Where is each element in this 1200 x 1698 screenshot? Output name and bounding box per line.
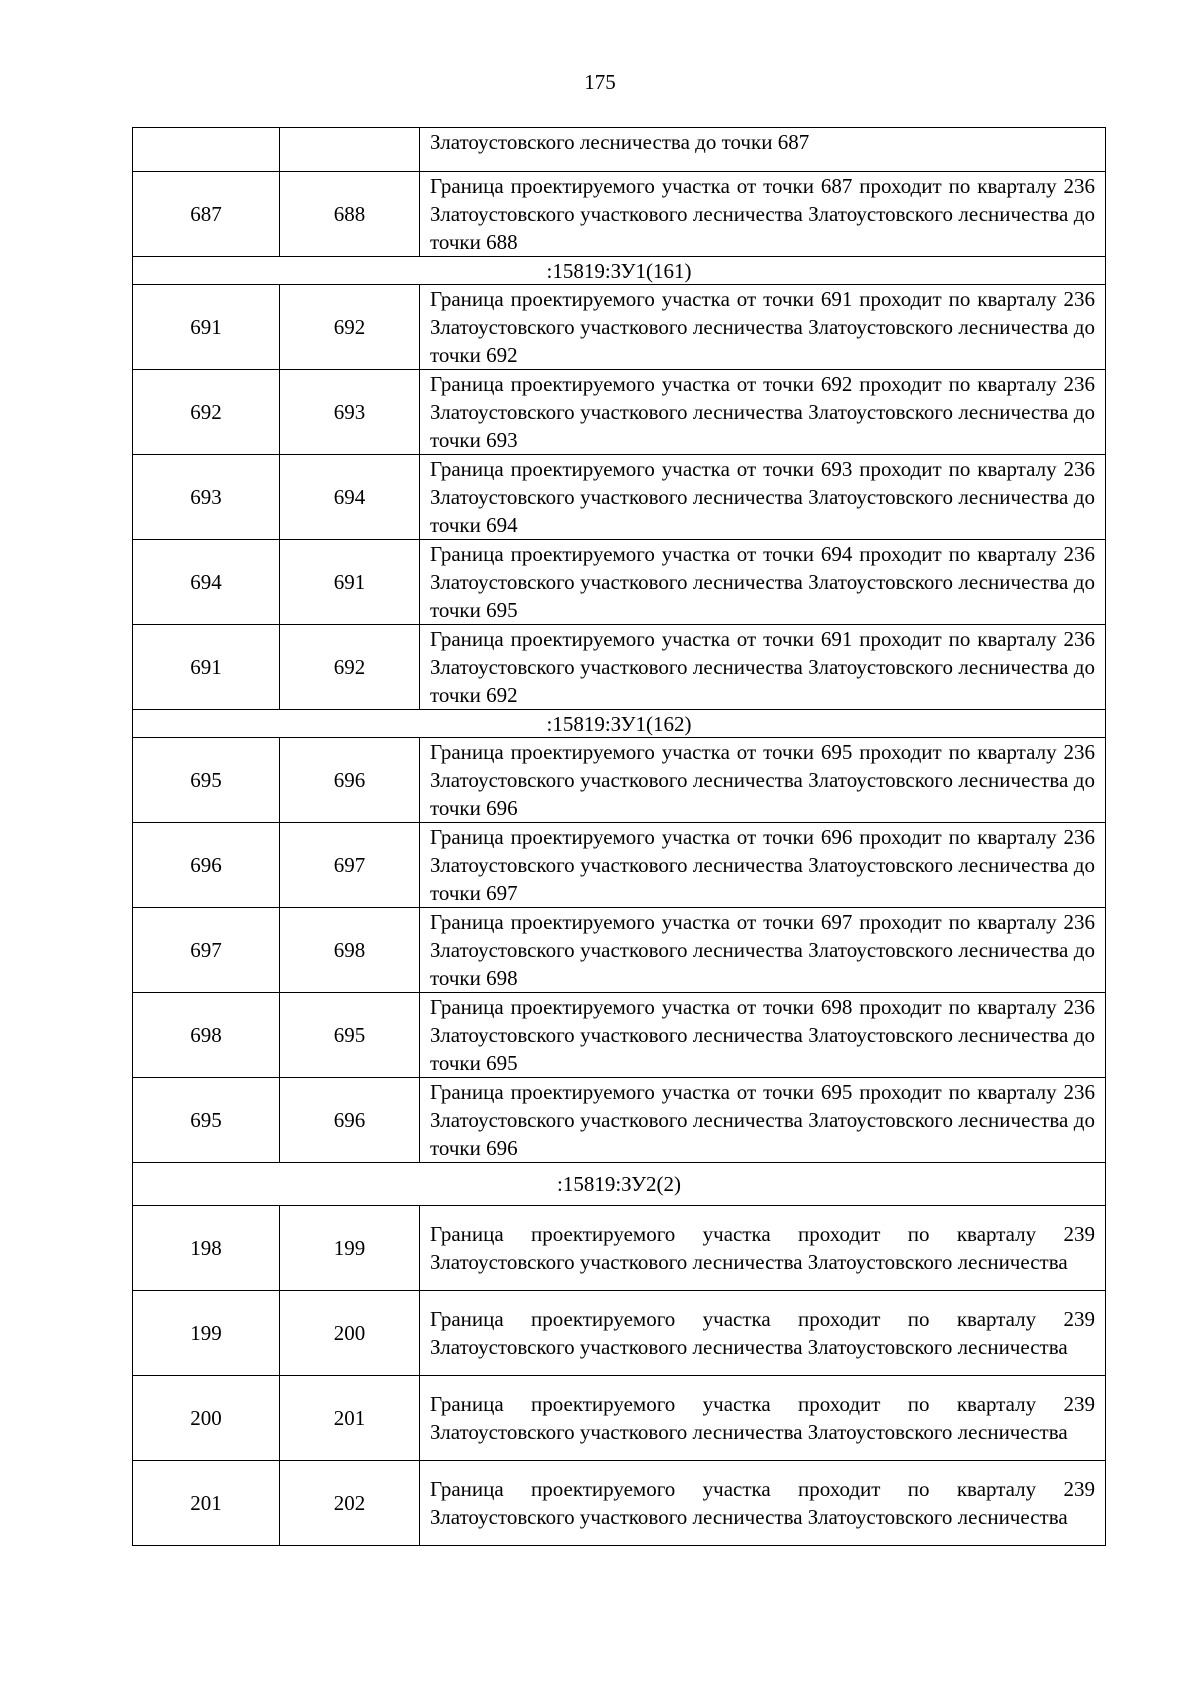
table-row [133,1078,1106,1163]
boundary-description-cell: Граница проектируемого участка от точки 695 проходит по кварталу 236 Златоустовского участкового лесничества Златоустовского лесничества до точки 696 [420,1078,1106,1163]
to-point-cell: 697 [280,823,420,908]
to-point-cell: 693 [280,370,420,455]
table-row [133,172,1106,257]
table-row [133,993,1106,1078]
to-point-cell: 696 [280,738,420,823]
table-row [133,908,1106,993]
boundary-description-cell: Граница проектируемого участка проходит по кварталу 239 Златоустовского участкового лесничества Златоустовского лесничества [420,1291,1106,1376]
from-point-cell: 200 [133,1376,280,1461]
boundary-description-cell: Граница проектируемого участка от точки 692 проходит по кварталу 236 Златоустовского участкового лесничества Златоустовского лесничества до точки 693 [420,370,1106,455]
to-point-cell: 202 [280,1461,420,1546]
to-point-cell: 694 [280,455,420,540]
table-row [133,370,1106,455]
from-point-cell: 691 [133,285,280,370]
boundary-description-cell: Златоустовского лесничества до точки 687 [420,128,1106,172]
from-point-cell: 695 [133,1078,280,1163]
table-row [133,128,1106,172]
from-point-cell: 698 [133,993,280,1078]
section-header: :15819:ЗУ1(162) [133,710,1106,738]
table-row [133,738,1106,823]
to-point-cell: 199 [280,1206,420,1291]
to-point-cell: 692 [280,285,420,370]
table-row [133,1376,1106,1461]
table-row [133,823,1106,908]
from-point-cell [133,128,280,172]
from-point-cell: 199 [133,1291,280,1376]
from-point-cell: 691 [133,625,280,710]
section-header-row [133,710,1106,738]
boundary-description-cell: Граница проектируемого участка от точки 694 проходит по кварталу 236 Златоустовского участкового лесничества Златоустовского лесничества до точки 695 [420,540,1106,625]
to-point-cell: 696 [280,1078,420,1163]
boundary-description-cell: Граница проектируемого участка от точки 693 проходит по кварталу 236 Златоустовского участкового лесничества Златоустовского лесничества до точки 694 [420,455,1106,540]
section-header: :15819:ЗУ1(161) [133,257,1106,285]
boundary-description-cell: Граница проектируемого участка от точки 696 проходит по кварталу 236 Златоустовского участкового лесничества Златоустовского лесничества до точки 697 [420,823,1106,908]
to-point-cell: 200 [280,1291,420,1376]
section-header-row [133,1163,1106,1206]
boundary-description-cell: Граница проектируемого участка проходит по кварталу 239 Златоустовского участкового лесничества Златоустовского лесничества [420,1206,1106,1291]
boundary-description-cell: Граница проектируемого участка от точки 698 проходит по кварталу 236 Златоустовского участкового лесничества Златоустовского лесничества до точки 695 [420,993,1106,1078]
page-number: 175 [584,70,616,94]
from-point-cell: 687 [133,172,280,257]
to-point-cell: 692 [280,625,420,710]
to-point-cell [280,128,420,172]
to-point-cell: 695 [280,993,420,1078]
boundary-description-cell: Граница проектируемого участка от точки 691 проходит по кварталу 236 Златоустовского участкового лесничества Златоустовского лесничества до точки 692 [420,285,1106,370]
table-row [133,1206,1106,1291]
boundary-description-cell: Граница проектируемого участка от точки 695 проходит по кварталу 236 Златоустовского участкового лесничества Златоустовского лесничества до точки 696 [420,738,1106,823]
table-row [133,625,1106,710]
section-header-row [133,257,1106,285]
boundary-description-cell: Граница проектируемого участка проходит по кварталу 239 Златоустовского участкового лесничества Златоустовского лесничества [420,1376,1106,1461]
boundary-description-cell: Граница проектируемого участка от точки 697 проходит по кварталу 236 Златоустовского участкового лесничества Златоустовского лесничества до точки 698 [420,908,1106,993]
from-point-cell: 697 [133,908,280,993]
to-point-cell: 698 [280,908,420,993]
from-point-cell: 693 [133,455,280,540]
boundary-description-cell: Граница проектируемого участка проходит по кварталу 239 Златоустовского участкового лесничества Златоустовского лесничества [420,1461,1106,1546]
boundary-description-cell: Граница проектируемого участка от точки 691 проходит по кварталу 236 Златоустовского участкового лесничества Златоустовского лесничества до точки 692 [420,625,1106,710]
from-point-cell: 692 [133,370,280,455]
to-point-cell: 691 [280,540,420,625]
to-point-cell: 688 [280,172,420,257]
table-row [133,1461,1106,1546]
section-header: :15819:ЗУ2(2) [133,1163,1106,1206]
table-row [133,1291,1106,1376]
from-point-cell: 696 [133,823,280,908]
boundary-table [132,127,1106,1546]
from-point-cell: 694 [133,540,280,625]
from-point-cell: 695 [133,738,280,823]
boundary-description-cell: Граница проектируемого участка от точки 687 проходит по кварталу 236 Златоустовского участкового лесничества Златоустовского лесничества до точки 688 [420,172,1106,257]
table-row [133,455,1106,540]
from-point-cell: 198 [133,1206,280,1291]
from-point-cell: 201 [133,1461,280,1546]
to-point-cell: 201 [280,1376,420,1461]
boundary-table-body [133,128,1106,1546]
table-row [133,285,1106,370]
table-row [133,540,1106,625]
